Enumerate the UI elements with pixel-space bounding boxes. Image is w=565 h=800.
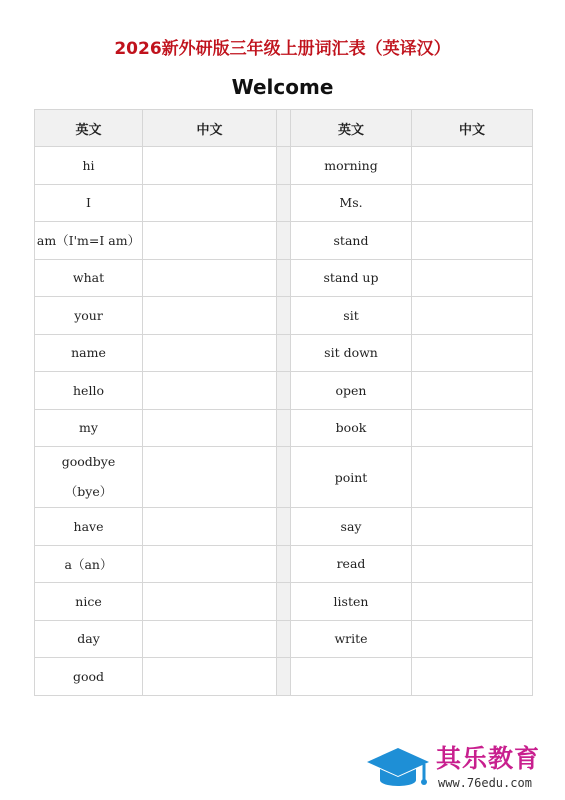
english-word-cell: write [291, 620, 412, 658]
brand-name: 其乐教育 [436, 744, 541, 773]
brand-url: www.76edu.com [438, 776, 532, 790]
english-word-cell: point [291, 447, 412, 508]
chinese-answer-cell [412, 334, 533, 372]
chinese-answer-cell [412, 147, 533, 185]
table-row [35, 583, 533, 621]
english-word-line: （bye） [64, 484, 113, 499]
english-word-cell: hi [35, 147, 143, 185]
english-word-line: goodbye [61, 454, 116, 469]
english-word-cell: say [291, 508, 412, 546]
chinese-answer-cell [412, 222, 533, 260]
column-divider [277, 222, 291, 260]
chinese-answer-cell [143, 334, 277, 372]
column-divider [277, 147, 291, 185]
english-word-cell: a（an） [35, 545, 143, 583]
english-column-header: 英文 [291, 110, 412, 147]
table-row [35, 147, 533, 185]
english-word-cell: I [35, 184, 143, 222]
table-row [35, 658, 533, 696]
english-word-cell: good [35, 658, 143, 696]
table-row [35, 409, 533, 447]
vocabulary-table [34, 109, 533, 696]
chinese-answer-cell [412, 508, 533, 546]
english-word-cell: stand [291, 222, 412, 260]
chinese-answer-cell [143, 259, 277, 297]
english-word-cell: have [35, 508, 143, 546]
english-word-cell: hello [35, 372, 143, 410]
english-column-header: 英文 [35, 110, 143, 147]
english-word-cell: listen [291, 583, 412, 621]
chinese-answer-cell [412, 409, 533, 447]
chinese-answer-cell [143, 658, 277, 696]
column-divider [277, 110, 291, 147]
column-divider [277, 409, 291, 447]
chinese-answer-cell [143, 447, 277, 508]
english-word-cell: name [35, 334, 143, 372]
chinese-answer-cell [143, 222, 277, 260]
english-word-cell: morning [291, 147, 412, 185]
table-row [35, 620, 533, 658]
graduation-cap-icon [366, 746, 430, 792]
chinese-answer-cell [412, 447, 533, 508]
english-word-cell: nice [35, 583, 143, 621]
column-divider [277, 545, 291, 583]
chinese-answer-cell [143, 184, 277, 222]
table-header-row [35, 110, 533, 147]
table-row [35, 545, 533, 583]
english-word-cell: your [35, 297, 143, 335]
chinese-answer-cell [143, 583, 277, 621]
column-divider [277, 658, 291, 696]
table-row [35, 334, 533, 372]
document-title: 2026新外研版三年级上册词汇表（英译汉） [114, 39, 451, 59]
chinese-answer-cell [143, 409, 277, 447]
chinese-answer-cell [412, 297, 533, 335]
english-word-cell: open [291, 372, 412, 410]
english-word-cell: sit [291, 297, 412, 335]
column-divider [277, 447, 291, 508]
chinese-answer-cell [412, 658, 533, 696]
column-divider [277, 508, 291, 546]
column-divider [277, 334, 291, 372]
english-word-cell: Ms. [291, 184, 412, 222]
chinese-answer-cell [412, 184, 533, 222]
chinese-column-header: 中文 [143, 110, 277, 147]
table-row [35, 184, 533, 222]
column-divider [277, 259, 291, 297]
english-word-cell: my [35, 409, 143, 447]
english-word-cell: what [35, 259, 143, 297]
table-row [35, 447, 533, 508]
english-word-cell: day [35, 620, 143, 658]
english-word-cell: book [291, 409, 412, 447]
english-word-cell [35, 447, 143, 508]
english-word-cell: sit down [291, 334, 412, 372]
english-word-cell: read [291, 545, 412, 583]
chinese-answer-cell [143, 620, 277, 658]
english-word-cell [291, 658, 412, 696]
unit-title: Welcome [231, 75, 334, 99]
table-row [35, 222, 533, 260]
table-row [35, 372, 533, 410]
brand-logo [360, 740, 560, 796]
english-word-cell: am（I'm=I am） [35, 222, 143, 260]
table-row [35, 297, 533, 335]
column-divider [277, 184, 291, 222]
column-divider [277, 372, 291, 410]
chinese-answer-cell [412, 545, 533, 583]
chinese-answer-cell [412, 372, 533, 410]
column-divider [277, 620, 291, 658]
table-row [35, 259, 533, 297]
chinese-answer-cell [143, 545, 277, 583]
column-divider [277, 583, 291, 621]
chinese-answer-cell [143, 508, 277, 546]
chinese-answer-cell [412, 620, 533, 658]
chinese-answer-cell [412, 583, 533, 621]
english-word-cell: stand up [291, 259, 412, 297]
chinese-answer-cell [143, 297, 277, 335]
chinese-answer-cell [143, 372, 277, 410]
column-divider [277, 297, 291, 335]
chinese-answer-cell [412, 259, 533, 297]
chinese-column-header: 中文 [412, 110, 533, 147]
table-row [35, 508, 533, 546]
chinese-answer-cell [143, 147, 277, 185]
